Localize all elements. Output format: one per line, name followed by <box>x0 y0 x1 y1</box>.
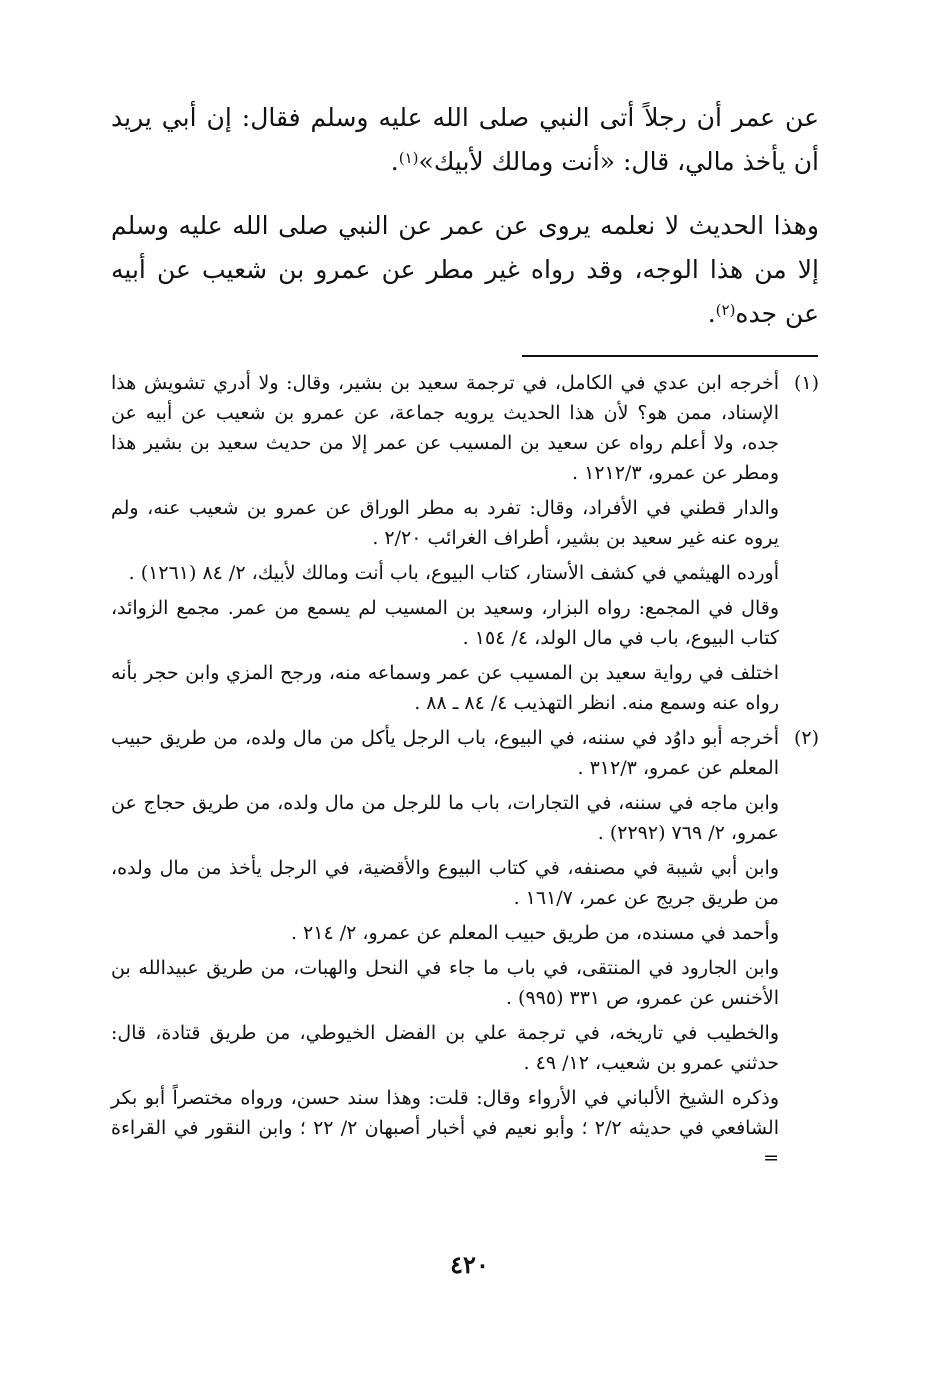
footnote-ref-2: (٢) <box>715 301 736 319</box>
footnote-2-paragraph: وذكره الشيخ الألباني في الأرواء وقال: قلت: وهذا سند حسن، ورواه مختصراً أبو بكر الشافعي في حديثه ٢/٢ ؛ وأبو نعيم في أخبار أصبهان ٢/ ٢٢ ؛ وابن النقور في القراءة = <box>111 1087 779 1169</box>
footnote-1-paragraph: أخرجه ابن عدي في الكامل، في ترجمة سعيد بن بشير، وقال: ولا أدري تشويش هذا الإسناد، ممن هو؟ لأن هذا الحديث يرويه جماعة، عن عمرو بن شعيب عن أبيه عن جده، ولا أعلم رواه عن سعيد بن المسيب عن عمر إلا من حديث سعيد بن بشير هذا ومطر عن عمرو، ١٢١٢/٣ . <box>111 372 779 484</box>
footnote-separator <box>522 355 818 357</box>
main-paragraph-1-text <box>111 96 819 184</box>
footnote-2-paragraph: أخرجه أبو داوُد في سننه، في البيوع، باب الرجل يأكل من مال ولده، من طريق حبيب المعلم عن عمرو، ٣١٢/٣ . <box>111 727 779 779</box>
paragraph-1-body: عن عمر أن رجلاً أتى النبي صلى الله عليه وسلم فقال: إن أبي يريد أن يأخذ مالي، قال: «أنت ومالك لأبيك» <box>111 103 819 176</box>
footnote-2-number: (٢) <box>793 727 819 749</box>
main-paragraph-2 <box>111 204 819 336</box>
footnote-1-paragraph: أورده الهيثمي في كشف الأستار، كتاب البيوع، باب أنت ومالك لأبيك، ٢/ ٨٤ (١٢٦١) . <box>128 562 779 584</box>
footnote-1-paragraph: وقال في المجمع: رواه البزار، وسعيد بن المسيب لم يسمع من عمر. مجمع الزوائد، كتاب البيوع، باب في مال الولد، ٤/ ١٥٤ . <box>111 597 779 649</box>
paragraph-2-body: وهذا الحديث لا نعلمه يروى عن عمر عن النبي صلى الله عليه وسلم إلا من هذا الوجه، وقد رواه غير مطر عن عمرو بن شعيب عن أبيه عن جده <box>111 211 819 328</box>
footnote-2-paragraph: وابن أبي شيبة في مصنفه، في كتاب البيوع والأقضية، في الرجل يأخذ من مال ولده، من طريق جريج عن عمر، ١٦١/٧ . <box>111 857 779 909</box>
footnote-1-paragraph: والدار قطني في الأفراد، وقال: تفرد به مطر الوراق عن عمرو بن شعيب عنه، ولم يروه عنه غير سعيد بن بشير، أطراف الغرائب ٢/٢٠ . <box>111 497 779 549</box>
main-paragraph-1 <box>111 96 819 184</box>
footnote-2-paragraph: والخطيب في تاريخه، في ترجمة علي بن الفضل الخيوطي، من طريق قتادة، قال: حدثني عمرو بن شعيب، ١٢/ ٤٩ . <box>111 1022 779 1074</box>
paragraph-2-end: . <box>707 299 716 328</box>
page-number: ٤٢٠ <box>450 1250 489 1279</box>
footnote-2 <box>111 723 819 1173</box>
footnote-2-paragraph: وأحمد في مسنده، من طريق حبيب المعلم عن عمرو، ٢/ ٢١٤ . <box>290 922 779 944</box>
footnote-1 <box>111 368 819 718</box>
footnote-1-number: (١) <box>793 372 819 394</box>
footnote-1-paragraph: اختلف في رواية سعيد بن المسيب عن عمر وسماعه منه، ورجح المزي وابن حجر بأنه رواه عنه وسمع منه. انظر التهذيب ٤/ ٨٤ ـ ٨٨ . <box>111 662 779 714</box>
paragraph-1-end: . <box>390 147 399 176</box>
footnote-2-paragraph: وابن ماجه في سننه، في التجارات، باب ما للرجل من مال ولده، من طريق حجاج عن عمرو، ٢/ ٧٦٩ (٢٢٩٢) . <box>111 792 779 844</box>
main-paragraph-2-text <box>111 204 819 336</box>
footnotes <box>111 368 819 1178</box>
footnote-ref-1: (١) <box>398 149 419 167</box>
footnote-2-paragraph: وابن الجارود في المنتقى، في باب ما جاء في النحل والهبات، من طريق عبيدالله بن الأخنس عن عمرو، ص ٣٣١ (٩٩٥) . <box>111 957 779 1009</box>
